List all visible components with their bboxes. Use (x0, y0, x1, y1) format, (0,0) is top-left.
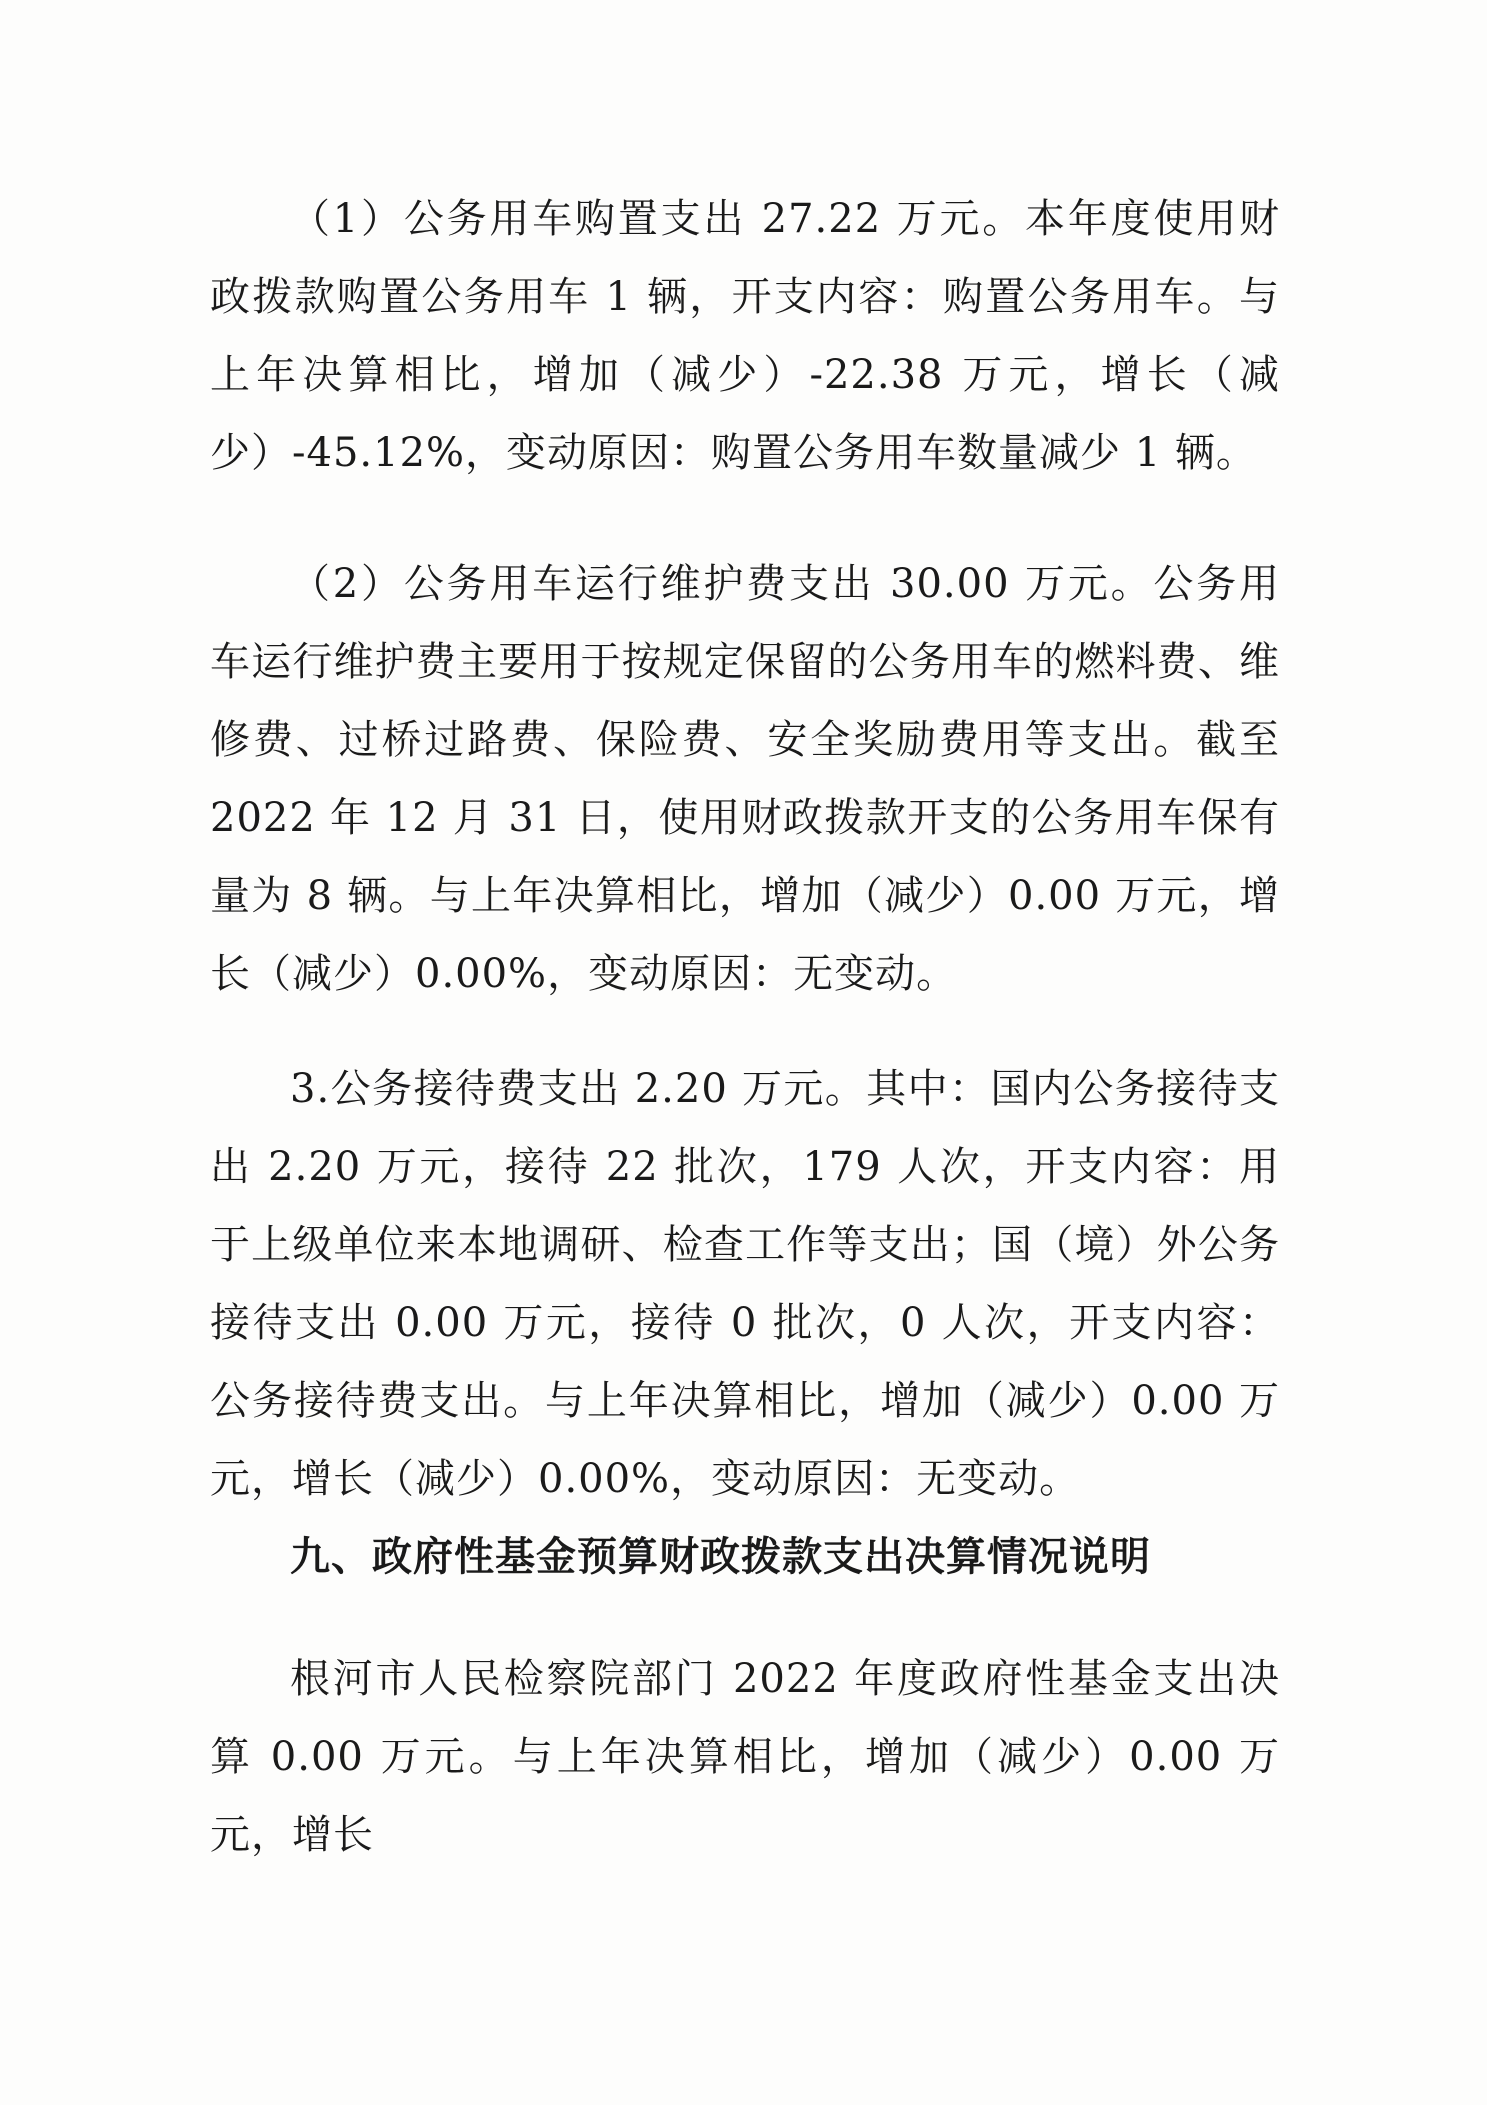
paragraph-government-fund: 根河市人民检察院部门 2022 年度政府性基金支出决算 0.00 万元。与上年决算相比，增加（减少）0.00 万元，增长 (210, 1656, 1280, 1858)
paragraph-vehicle-maintenance: （2）公务用车运行维护费支出 30.00 万元。公务用车运行维护费主要用于按规定保留的公务用车的燃料费、维修费、过桥过路费、保险费、安全奖励费用等支出。截至 2022 年 12 月 31 日，使用财政拨款开支的公务用车保有量为 8 辆。与上年决算相比，增加（减少）0.00 万元，增长（减少）0.00%，变动原因：无变动。 (210, 561, 1280, 997)
section-heading: 九、政府性基金预算财政拨款支出决算情况说明 (290, 1534, 1151, 1580)
paragraph-vehicle-purchase: （1）公务用车购置支出 27.22 万元。本年度使用财政拨款购置公务用车 1 辆，开支内容：购置公务用车。与上年决算相比，增加（减少）-22.38 万元，增长（减少）-45.12%，变动原因：购置公务用车数量减少 1 辆。 (210, 196, 1280, 476)
paragraph-reception-expense: 3.公务接待费支出 2.20 万元。其中：国内公务接待支出 2.20 万元，接待 22 批次，179 人次，开支内容：用于上级单位来本地调研、检查工作等支出；国（境）外公务接待支出 0.00 万元，接待 0 批次，0 人次，开支内容：公务接待费支出。与上年决算相比，增加（减少）0.00 万元，增长（减少）0.00%，变动原因：无变动。 (210, 1066, 1280, 1502)
